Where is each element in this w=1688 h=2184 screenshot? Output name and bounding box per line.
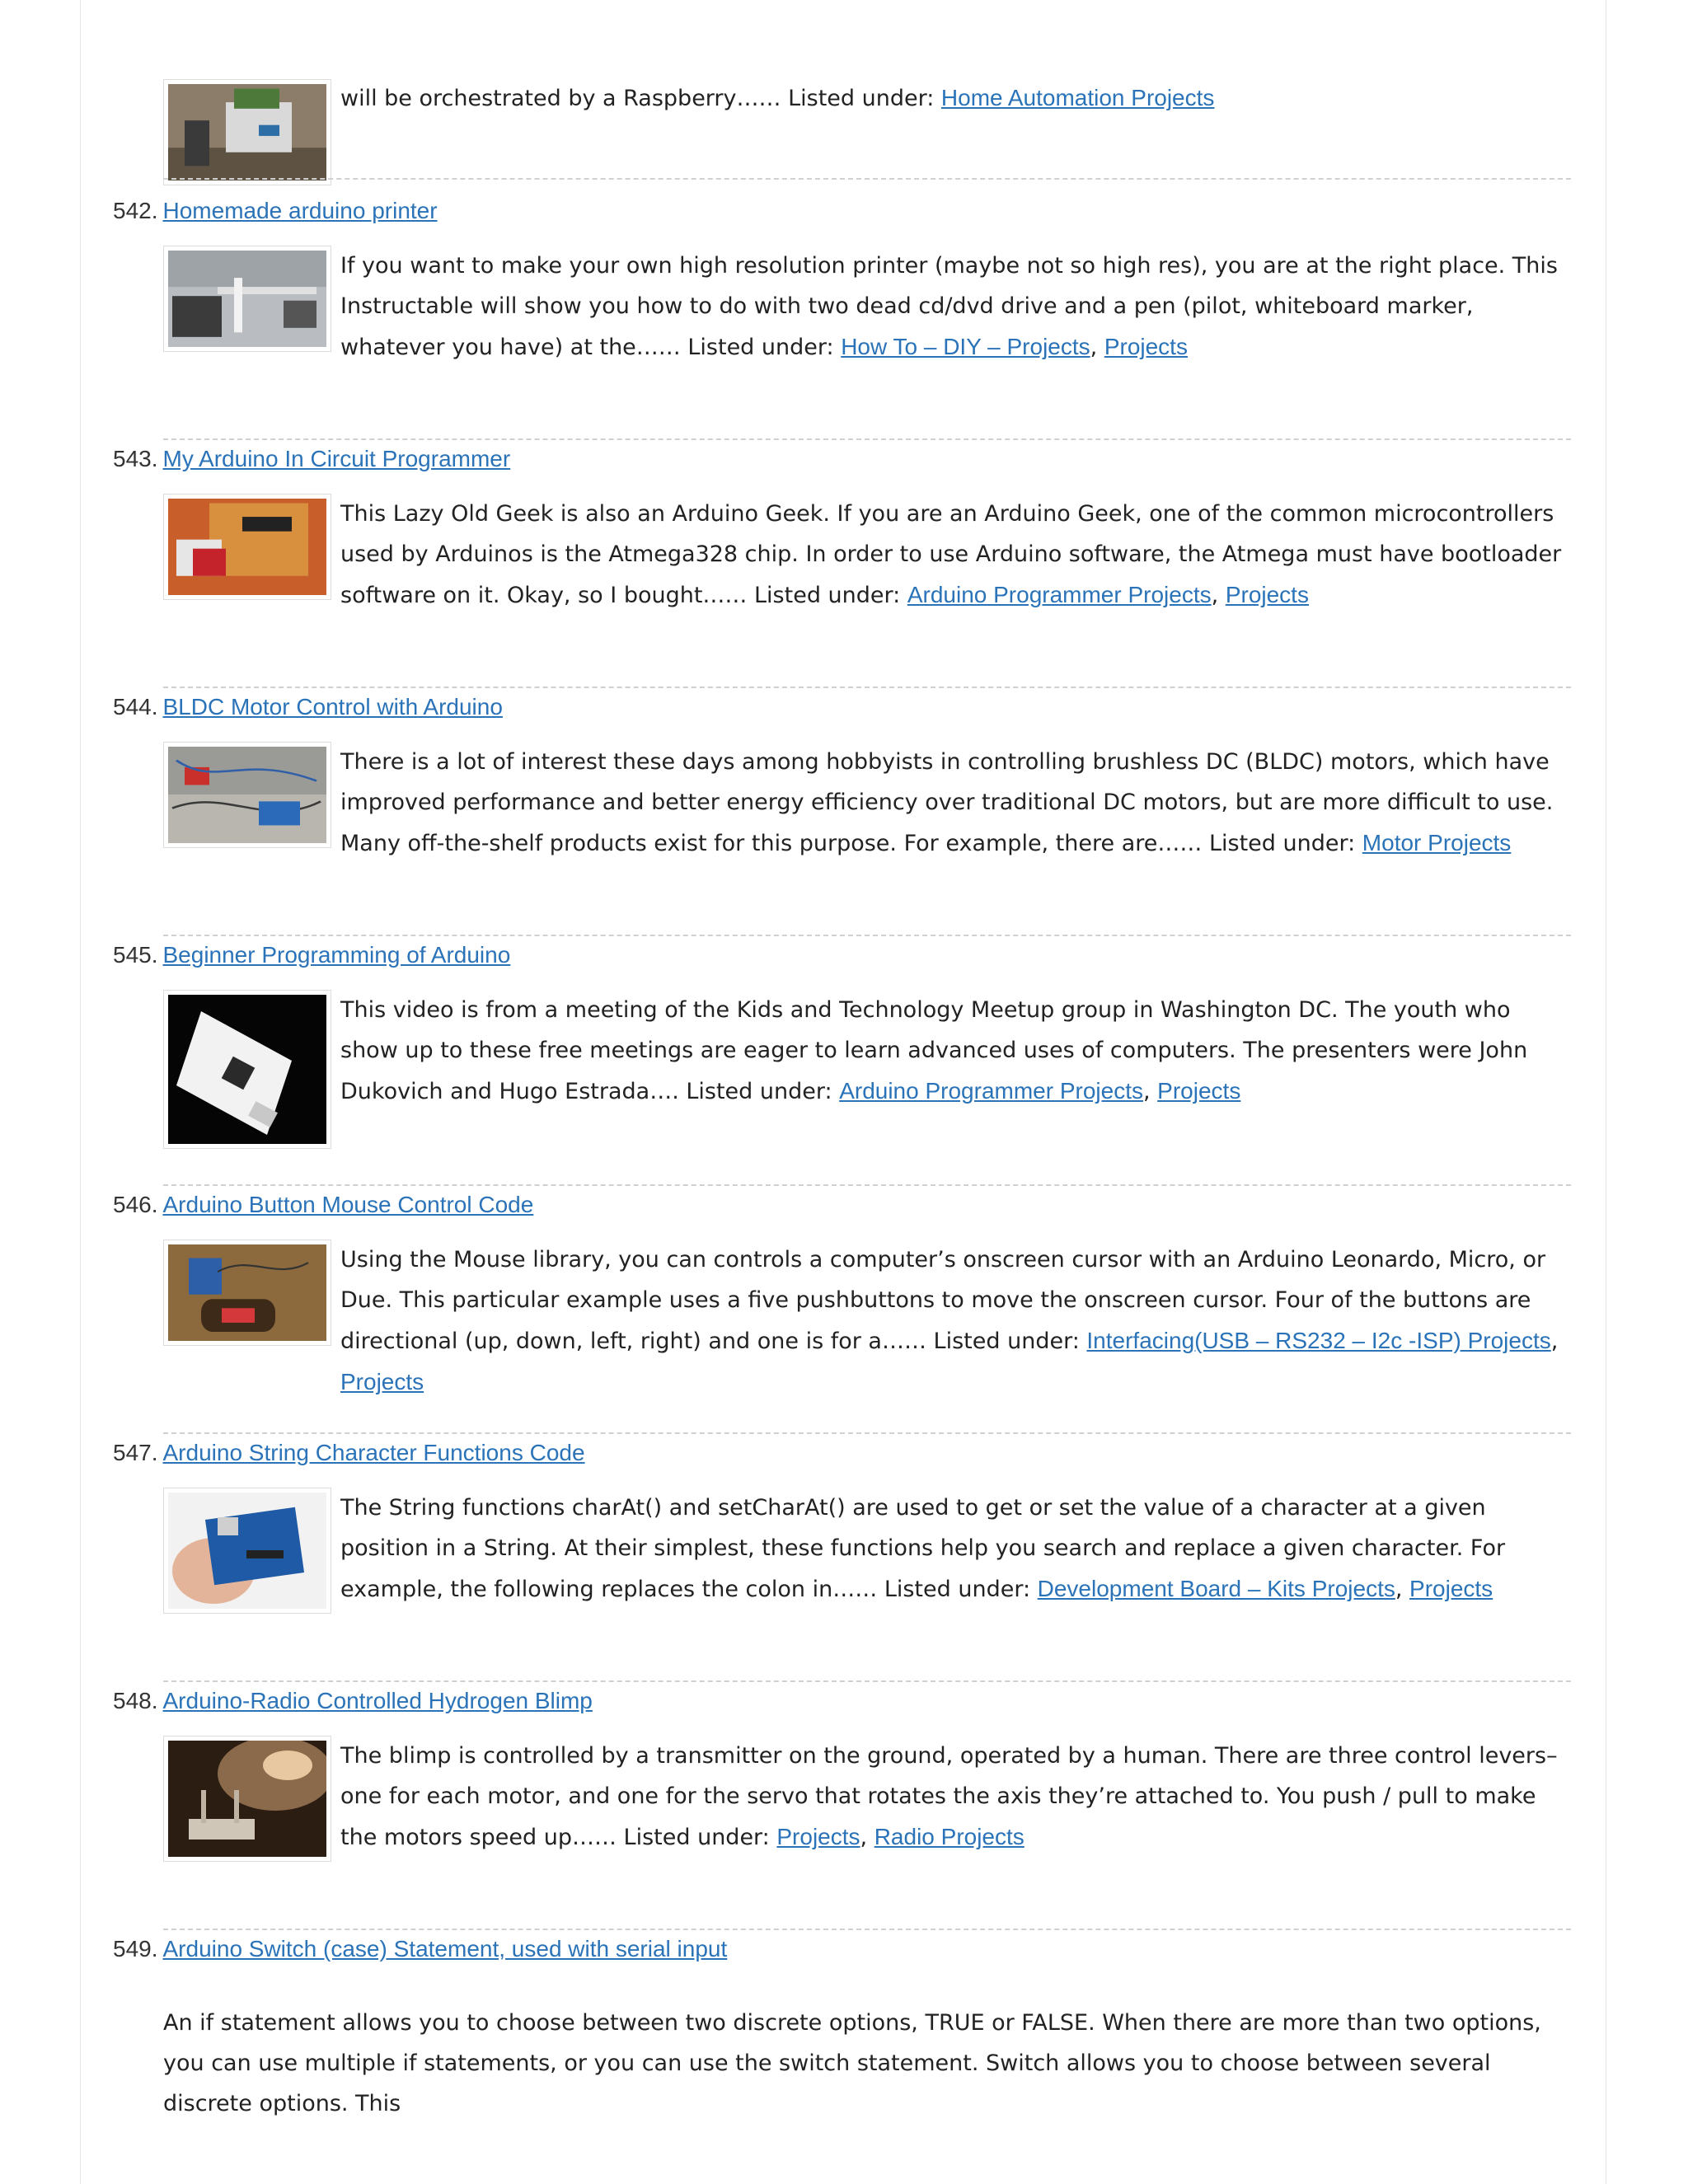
item-heading [113,443,510,476]
item-heading [113,1685,593,1718]
item-heading [113,194,438,227]
item-title-link[interactable]: Arduino Button Mouse Control Code [162,1192,534,1217]
item-number: 548. [113,1688,158,1713]
separator [163,1432,1571,1434]
item-description: The blimp is controlled by a transmitter on the ground, operated by a human. There are three control levers– one for each motor, and one for the servo that rotates the axis they’re attached to. You push / pull to make the motors speed up…… Listed under: Projects, Radio Projects [340,1743,1558,1850]
item-title-link[interactable]: Beginner Programming of Arduino [162,942,511,968]
item-description: If you want to make your own high resolution printer (maybe not so high res), you are at the right place. This Instructable will show you how to do with two dead cd/dvd drive and a pen (pilot, whiteboard marker, whatever you have) at the…… Listed under: How To – DIY – Projects, Projects [340,253,1558,360]
thumbnail[interactable] [163,1736,331,1862]
description-text: will be orchestrated by a Raspberry…… Listed under: [340,86,935,111]
blimp-photo-icon [168,1741,326,1857]
item-heading [113,1436,585,1469]
thumbnail[interactable] [163,1240,331,1346]
category-link[interactable]: Development Board – Kits Projects [1037,1576,1395,1601]
separator [163,935,1571,936]
arduino-uno-photo-icon [168,1493,326,1609]
category-link[interactable]: Projects [1157,1078,1241,1104]
category-link[interactable]: Interfacing(USB – RS232 – I2c -ISP) Projects [1086,1328,1551,1353]
item-title-link[interactable]: My Arduino In Circuit Programmer [162,446,511,471]
breadboard-photo-icon [168,1244,326,1341]
thumbnail[interactable] [163,494,331,600]
item-number: 542. [113,198,158,223]
white-board-photo-icon [168,995,326,1144]
separator [163,687,1571,688]
separator [163,1184,1571,1186]
description-text: Using the Mouse library, you can controls a computer’s onscreen cursor with an Arduino Leonardo, Micro, or Due. This particular example uses a five pushbuttons to move the onscreen cursor. Four of the buttons are directional (up, down, left, right) and one is for a…… Listed under: [340,1247,1546,1354]
description-text: This Lazy Old Geek is also an Arduino Geek. If you are an Arduino Geek, one of the common microcontrollers used by Arduinos is the Atmega328 chip. In order to use Arduino software, the Atmega must have bootloader software on it. Okay, so I bought…… Listed under: [340,501,1562,608]
thumbnail[interactable] [163,742,331,848]
description-text: This video is from a meeting of the Kids and Technology Meetup group in Washington DC. The youth who show up to these free meetings are eager to learn advanced uses of computers. The presenters were John Dukovich and Hugo Estrada…. Listed under: [340,997,1528,1104]
separator [163,178,1571,180]
item-heading [113,939,510,972]
item-description: Using the Mouse library, you can controls a computer’s onscreen cursor with an Arduino Leonardo, Micro, or Due. This particular example uses a five pushbuttons to move the onscreen cursor. Four of the buttons are directional (up, down, left, right) and one is for a…… Listed under: Interfacing(USB – RS232 – I2c -ISP) Projects, Projects [340,1247,1559,1394]
category-link[interactable]: Motor Projects [1362,830,1512,855]
item-title-link[interactable]: Homemade arduino printer [162,198,438,223]
description-text: The String functions charAt() and setCharAt() are used to get or set the value of a character at a given position in a String. At their simplest, these functions help you search and replace a given character. For example, the following replaces the colon in…… Listed under: [340,1495,1506,1602]
item-description: An if statement allows you to choose between two discrete options, TRUE or FALSE. When there are more than two options, you can use multiple if statements, or you can use the switch statement. Switch allows you to choose between several discrete options. This [163,2010,1541,2116]
category-link[interactable]: Radio Projects [874,1824,1025,1849]
item-title-link[interactable]: Arduino Switch (case) Statement, used with serial input [162,1936,728,1961]
item-number: 544. [113,694,158,719]
thumbnail[interactable] [163,990,331,1149]
separator [163,1680,1571,1682]
item-number: 547. [113,1440,158,1465]
item-description [340,77,1568,119]
item-description: The String functions charAt() and setCharAt() are used to get or set the value of a character at a given position in a String. At their simplest, these functions help you search and replace a given character. For example, the following replaces the colon in…… Listed under: Development Board – Kits Projects, Projects [340,1495,1506,1602]
item-description: This Lazy Old Geek is also an Arduino Geek. If you are an Arduino Geek, one of the common microcontrollers used by Arduinos is the Atmega328 chip. In order to use Arduino software, the Atmega must have bootloader software on it. Okay, so I bought…… Listed under: Arduino Programmer Projects, Projects [340,501,1562,608]
item-heading [113,691,503,724]
wiring-photo-icon [168,747,326,843]
description-text: The blimp is controlled by a transmitter on the ground, operated by a human. There are three control levers– one for each motor, and one for the servo that rotates the axis they’re attached to. You push / pull to make the motors speed up…… Listed under: [340,1743,1558,1850]
item-title-link[interactable]: Arduino-Radio Controlled Hydrogen Blimp [162,1688,593,1713]
perfboard-photo-icon [168,499,326,595]
category-link[interactable]: Arduino Programmer Projects [839,1078,1143,1104]
category-link[interactable]: Arduino Programmer Projects [907,582,1212,607]
category-link[interactable]: How To – DIY – Projects [841,334,1090,359]
item-description [340,742,1568,864]
planter-raspberry-photo-icon [168,84,326,180]
item-number: 543. [113,446,158,471]
item-description: This video is from a meeting of the Kids and Technology Meetup group in Washington DC. The youth who show up to these free meetings are eager to learn advanced uses of computers. The presenters were John Dukovich and Hugo Estrada…. Listed under: Arduino Programmer Projects, Projects [340,997,1528,1104]
item-number: 546. [113,1192,158,1217]
separator [163,438,1571,440]
thumbnail[interactable] [163,246,331,352]
separator [163,1929,1571,1930]
item-heading [113,1933,727,1966]
item-title-link[interactable]: BLDC Motor Control with Arduino [162,694,503,719]
category-link[interactable]: Projects [776,1824,860,1849]
item-heading [113,1188,533,1221]
printer-rig-photo-icon [168,251,326,347]
item-number: 549. [113,1936,158,1961]
item-number: 545. [113,942,158,968]
category-link[interactable]: Projects [1409,1576,1493,1601]
category-link[interactable]: Projects [340,1369,424,1394]
thumbnail[interactable] [163,1488,331,1614]
description-text: There is a lot of interest these days among hobbyists in controlling brushless DC (BLDC) motors, which have improved performance and better energy efficiency over traditional DC motors, but are more difficult to use. Many off-the-shelf products exist for this purpose. For example, there are…… Listed under: [340,749,1554,856]
description-text: If you want to make your own high resolution printer (maybe not so high res), you are at the right place. This Instructable will show you how to do with two dead cd/dvd drive and a pen (pilot, whiteboard marker, whatever you have) at the…… Listed under: [340,253,1558,360]
category-link[interactable]: Home Automation Projects [940,85,1215,110]
item-title-link[interactable]: Arduino String Character Functions Code [162,1440,585,1465]
thumbnail[interactable] [163,79,331,185]
category-link[interactable]: Projects [1225,582,1309,607]
category-link[interactable]: Projects [1104,334,1188,359]
